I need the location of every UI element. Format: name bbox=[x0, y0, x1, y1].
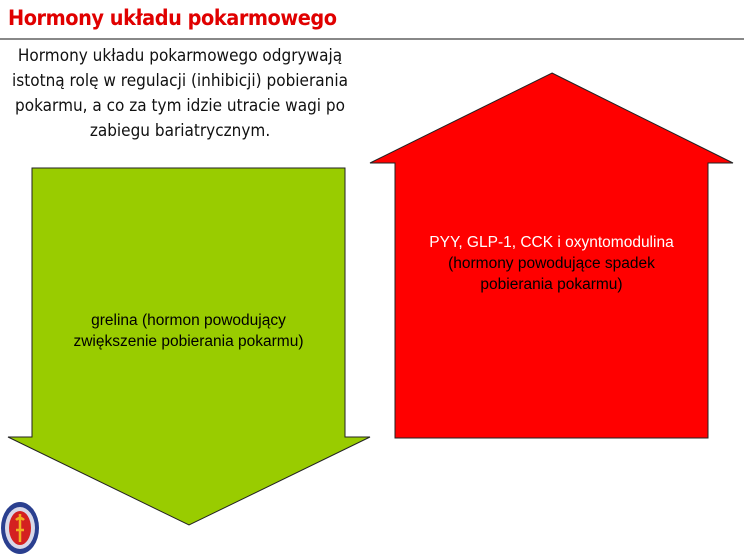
up-arrow-label-line: pobierania pokarmu) bbox=[480, 276, 623, 293]
university-seal-logo bbox=[1, 502, 39, 554]
up-arrow-label bbox=[395, 232, 708, 295]
up-arrow-label-line: PYY, GLP-1, CCK i oxyntomodulina bbox=[429, 234, 674, 251]
down-arrow-label-line: zwiększenie pobierania pokarmu) bbox=[73, 333, 304, 350]
slide-title: Hormony układu pokarmowego bbox=[8, 6, 337, 30]
intro-text: Hormony układu pokarmowego odgrywają istotną rolę w regulacji (inhibicji) pobierania pokarmu, a co za tym idzie utracie wagi po zabiegu bariatrycznym. bbox=[12, 46, 348, 141]
down-arrow-label bbox=[32, 310, 345, 352]
up-arrow-label-line: (hormony powodujące spadek bbox=[448, 255, 655, 272]
down-arrow-label-line: grelina (hormon powodujący bbox=[91, 312, 286, 329]
